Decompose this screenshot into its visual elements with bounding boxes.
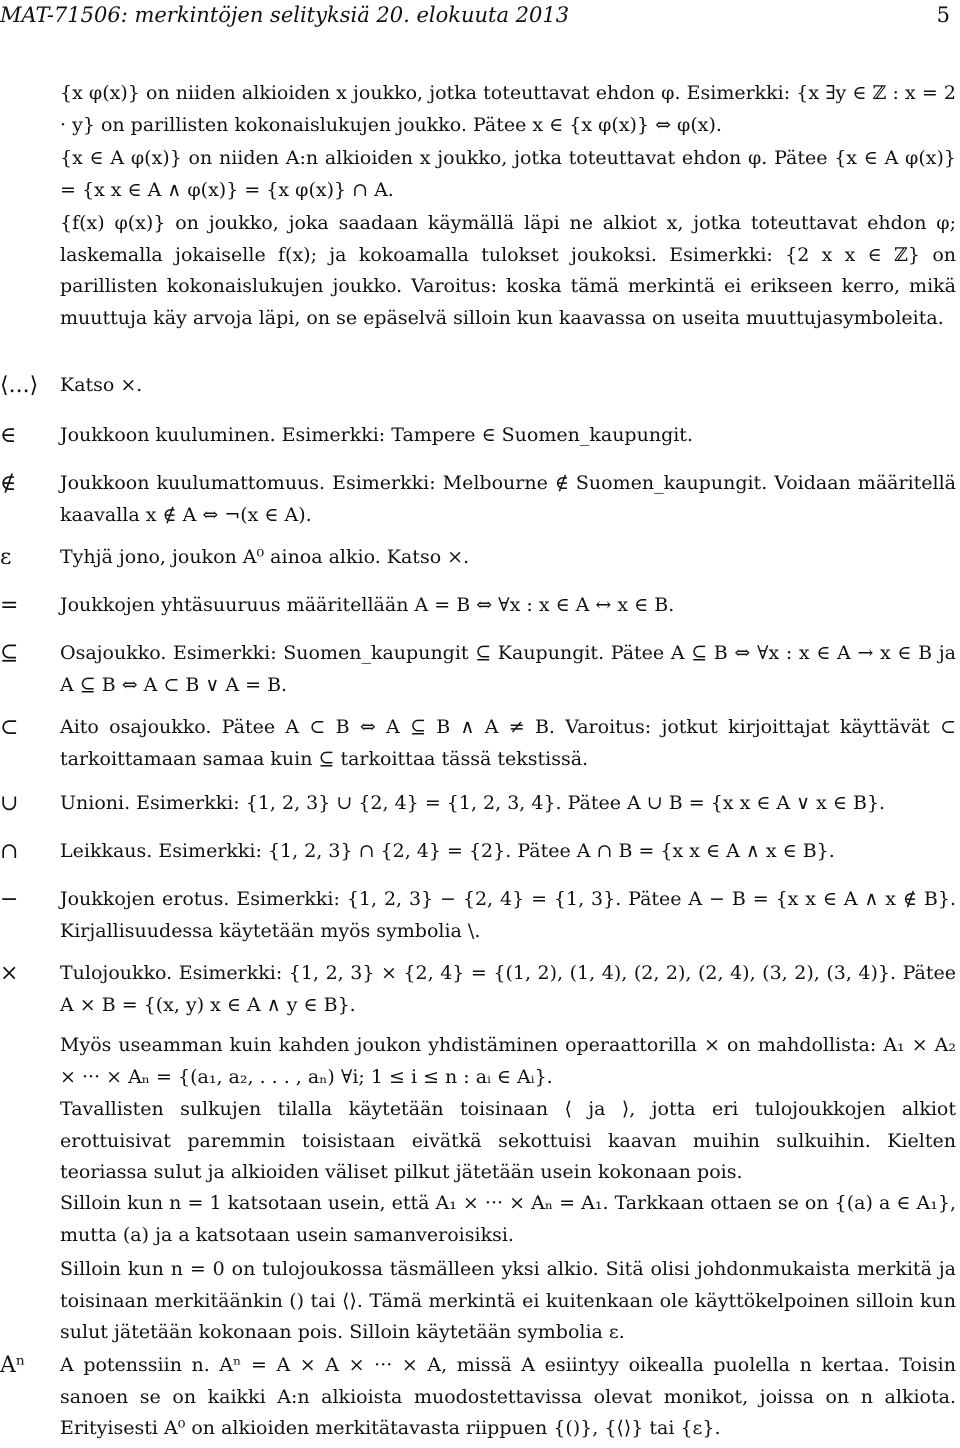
entry-description: Tyhjä jono, joukon A⁰ ainoa alkio. Katso ×.: [60, 546, 470, 568]
entry-symbol: ∈: [0, 423, 17, 448]
entry-description: Katso ×.: [60, 374, 143, 396]
entry-symbol: −: [0, 887, 19, 912]
entry-symbol: ∉: [0, 471, 17, 496]
entry-description: Joukkoon kuuluminen. Esimerkki: Tampere ∈ Suomen_kaupungit.: [60, 424, 693, 446]
entry-description: Joukkojen erotus. Esimerkki: {1, 2, 3} − {2, 4} = {1, 3}. Pätee A − B = {x x ∈ A ∧ x ∉ B}. Kirjallisuudessa käytetään myös symbolia \.: [60, 888, 956, 942]
entry-description: Leikkaus. Esimerkki: {1, 2, 3} ∩ {2, 4} = {2}. Pätee A ∩ B = {x x ∈ A ∧ x ∈ B}.: [60, 840, 835, 862]
entry-description: Tulojoukko. Esimerkki: {1, 2, 3} × {2, 4} = {(1, 2), (1, 4), (2, 2), (2, 4), (3, 2), (3, 4)}. Pätee A × B = {(x, y) x ∈ A ∧ y ∈ B}.: [60, 962, 956, 1016]
entry-description: A potenssiin n. Aⁿ = A × A × ··· × A, missä A esiintyy oikealla puolella n kertaa. Toisin sanoen se on kaikki A:n alkioista muodostettavissa olevat monikot, joissa on n alkiota. Erityisesti A⁰ on alkioiden merkitätavasta riippuen {()}, {⟨⟩} tai {ε}.: [60, 1354, 956, 1439]
entry-symbol: ⊂: [0, 715, 19, 740]
entry-description: {f(x) φ(x)} on joukko, joka saadaan käymällä läpi ne alkiot x, jotka toteuttavat ehdon φ; laskemalla jokaiselle f(x); ja kokoamalla tulokset joukoksi. Esimerkki: {2 x x ∈ ℤ} on parillisten kokonaislukujen joukko. Varoitus: koska tämä merkintä ei erikseen kerro, mikä muuttuja käy arvoja läpi, on se epäselvä silloin kun kaavassa on useita muuttujasymboleita.: [60, 212, 956, 329]
entry-description: Myös useamman kuin kahden joukon yhdistäminen operaattorilla × on mahdollista: A₁ × A₂ × ··· × Aₙ = {(a₁, a₂, . . . , aₙ) ∀i; 1 ≤ i ≤ n : aᵢ ∈ Aᵢ}.: [60, 1034, 956, 1088]
entry-symbol: ⟨...⟩: [0, 373, 39, 398]
entry-symbol: ∪: [0, 791, 19, 816]
entry-description: Aito osajoukko. Pätee A ⊂ B ⇔ A ⊆ B ∧ A ≠ B. Varoitus: jotkut kirjoittajat käyttävät ⊂ tarkoittamaan samaa kuin ⊆ tarkoittaa tässä tekstissä.: [60, 716, 956, 770]
entry-symbol: ×: [0, 961, 19, 986]
entry-description: Unioni. Esimerkki: {1, 2, 3} ∪ {2, 4} = {1, 2, 3, 4}. Pätee A ∪ B = {x x ∈ A ∨ x ∈ B}.: [60, 792, 886, 814]
entry-description: Osajoukko. Esimerkki: Suomen_kaupungit ⊆ Kaupungit. Pätee A ⊆ B ⇔ ∀x : x ∈ A → x ∈ B ja A ⊆ B ⇔ A ⊂ B ∨ A = B.: [60, 642, 956, 696]
entry-symbol: =: [0, 593, 19, 618]
entry-symbol: ε: [0, 545, 12, 570]
running-header-title: MAT-71506: merkintöjen selityksiä 20. elokuuta 2013: [0, 3, 570, 27]
entry-description: Joukkoon kuulumattomuus. Esimerkki: Melbourne ∉ Suomen_kaupungit. Voidaan määritellä kaavalla x ∉ A ⇔ ¬(x ∈ A).: [60, 472, 956, 526]
entry-symbol: ∩: [0, 839, 19, 864]
entry-description: Silloin kun n = 0 on tulojoukossa täsmälleen yksi alkio. Sitä olisi johdonmukaista merkitä ja toisinaan merkitäänkin () tai ⟨⟩. Tämä merkintä ei kuitenkaan ole käyttökelpoinen silloin kun sulut jätetään kokonaan pois. Silloin käytetään symbolia ε.: [60, 1258, 956, 1343]
entry-description: Silloin kun n = 1 katsotaan usein, että A₁ × ··· × Aₙ = A₁. Tarkkaan ottaen se on {(a) a ∈ A₁}, mutta (a) ja a katsotaan usein samanveroisiksi.: [60, 1192, 956, 1246]
entry-symbol: Aⁿ: [0, 1353, 26, 1378]
entry-description: {x φ(x)} on niiden alkioiden x joukko, jotka toteuttavat ehdon φ. Esimerkki: {x ∃y ∈ ℤ : x = 2 · y} on parillisten kokonaislukujen joukko. Pätee x ∈ {x φ(x)} ⇔ φ(x).: [60, 82, 956, 136]
page-number: 5: [936, 3, 950, 27]
entry-description: Tavallisten sulkujen tilalla käytetään toisinaan ⟨ ja ⟩, jotta eri tulojoukkojen alkiot erottuisivat paremmin toisistaan eivätkä sekottuisi kaavan muihin sulkuihin. Kielten teoriassa sulut ja alkioiden väliset pilkut jätetään usein kokonaan pois.: [60, 1098, 956, 1183]
entry-symbol: ⊆: [0, 641, 19, 666]
entry-description: {x ∈ A φ(x)} on niiden A:n alkioiden x joukko, jotka toteuttavat ehdon φ. Pätee {x ∈ A φ(x)} = {x x ∈ A ∧ φ(x)} = {x φ(x)} ∩ A.: [60, 147, 956, 201]
entry-description: Joukkojen yhtäsuuruus määritellään A = B ⇔ ∀x : x ∈ A ↔ x ∈ B.: [60, 594, 675, 616]
